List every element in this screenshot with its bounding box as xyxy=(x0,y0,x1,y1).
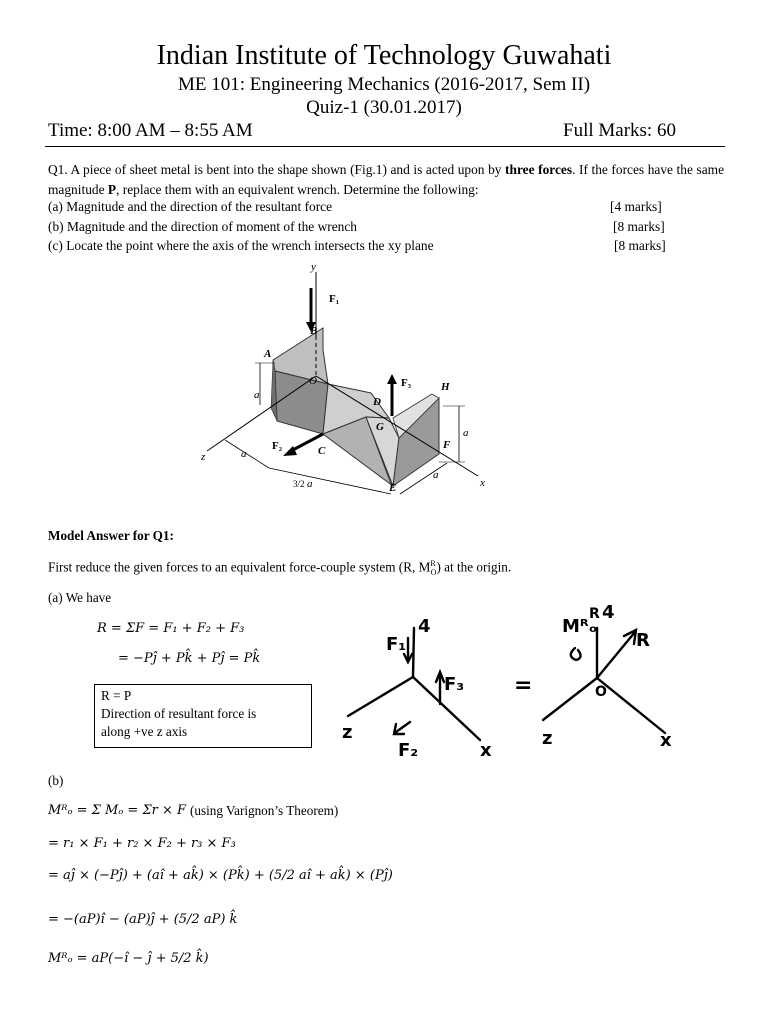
box-line-3: along +ve z axis xyxy=(101,724,188,739)
fig-label-a-left: a xyxy=(254,389,260,401)
dimension-a-bottom-left xyxy=(225,440,269,468)
fig-label-f3: F₃ xyxy=(401,377,412,389)
question-item-c-marks: [8 marks] xyxy=(614,238,666,253)
question-text: Q1. A piece of sheet metal is bent into the shape shown (Fig.1) and is acted upon by three forces. If the forces have the same magnitude P, replace them with an equivalent wrench. Determine the following: xyxy=(48,162,725,197)
fig-label-d: D xyxy=(373,396,381,408)
quiz-title: Quiz-1 (30.01.2017) xyxy=(306,97,462,118)
sketch-right-x-axis xyxy=(597,678,665,733)
sketch-label-f1: F₁ xyxy=(386,634,407,655)
equation-moment-substituted: = aĵ × (−Pĵ) + (aî + ak̂) × (Pk̂) + (5/2 aî + ak̂) × (Pĵ) xyxy=(48,868,393,883)
fig-label-three-halves: 3/2 xyxy=(293,479,305,489)
sheet-metal-figure xyxy=(195,258,495,508)
question-item-b: (b) Magnitude and the direction of moment of the wrench xyxy=(48,219,358,234)
fig-label-a: A xyxy=(264,348,272,360)
fig-label-a-mid: a xyxy=(307,478,313,490)
fig-label-o: O xyxy=(309,375,317,387)
sketch-right-label-x: x xyxy=(660,730,672,751)
question-item-a-marks: [4 marks] xyxy=(610,199,662,214)
force-sketch xyxy=(330,598,710,778)
sketch-label-f2: F₂ xyxy=(398,740,419,761)
sketch-resultant-arrow xyxy=(597,632,635,678)
full-marks: Full Marks: 60 xyxy=(563,120,676,141)
question-item-b-marks: [8 marks] xyxy=(613,219,665,234)
sketch-left-y-axis xyxy=(413,628,414,677)
sketch-right-label-z: z xyxy=(542,728,553,749)
fig-label-a-right: a xyxy=(463,427,469,439)
question-item-c: (c) Locate the point where the axis of the wrench intersects the xy plane xyxy=(48,238,434,253)
sketch-label-r-top: R xyxy=(589,606,600,622)
sketch-label-moment: Mᴿₒ xyxy=(562,616,598,637)
sketch-right-z-axis xyxy=(543,678,597,720)
fig-label-g: G xyxy=(376,421,384,433)
box-line-2: Direction of resultant force is xyxy=(101,706,257,721)
fig-label-f1: F₁ xyxy=(329,293,340,305)
exam-time: Time: 8:00 AM – 8:55 AM xyxy=(48,120,253,141)
sketch-equals: = xyxy=(514,673,533,698)
header-divider xyxy=(45,146,725,147)
sheet-metal-shape xyxy=(271,328,439,486)
fig-label-z: z xyxy=(201,451,206,463)
fig-label-a-bottom-right: a xyxy=(433,469,439,481)
fig-label-h: H xyxy=(441,381,450,393)
fig-label-f: F xyxy=(443,439,451,451)
sketch-left-z-axis xyxy=(348,677,413,716)
fig-label-c: C xyxy=(318,445,326,457)
fig-label-y: y xyxy=(311,261,316,273)
answer-part-a-label: (a) We have xyxy=(48,590,112,605)
fig-label-f2: F₂ xyxy=(272,440,283,452)
dimension-three-halves-a xyxy=(269,468,391,494)
fig-label-b: B xyxy=(310,325,318,337)
equation-moment-result: Mᴿₒ = aP(−î − ĵ + 5/2 k̂) xyxy=(48,951,209,966)
sketch-moment-arrow xyxy=(571,648,581,660)
sketch-right-label-y: 4 xyxy=(602,602,615,623)
sketch-f2-arrow xyxy=(396,722,410,732)
fig-label-x: x xyxy=(480,477,485,489)
fig-label-a-bottom-left: a xyxy=(241,448,247,460)
institute-title: Indian Institute of Technology Guwahati xyxy=(156,40,612,71)
equation-resultant: R = ΣF = F₁ + F₂ + F₃ xyxy=(97,621,245,636)
sketch-label-r-arrow: R xyxy=(636,630,650,651)
answer-heading: Model Answer for Q1: xyxy=(48,528,174,543)
equation-resultant-value: = −Pĵ + Pk̂ + Pĵ = Pk̂ xyxy=(118,651,261,666)
question-item-a: (a) Magnitude and the direction of the resultant force xyxy=(48,199,333,214)
fig-label-e: E xyxy=(389,482,397,494)
box-line-1: R = P xyxy=(101,688,132,703)
sketch-left-label-z: z xyxy=(342,722,353,743)
equation-moment-expanded: = −(aP)î − (aP)ĵ + (5/2 aP) k̂ xyxy=(48,912,238,927)
sketch-left-label-x: x xyxy=(480,740,492,761)
answer-reduce-text: First reduce the given forces to an equivalent force-couple system (R, $M^R_O$) at the origin. xyxy=(48,559,512,578)
equation-varignon-note: (using Varignon’s Theorem) xyxy=(190,803,339,818)
sketch-label-origin: O xyxy=(595,684,607,700)
sketch-left-label-y: 4 xyxy=(418,616,431,637)
answer-part-b-label: (b) xyxy=(48,773,64,788)
answer-box xyxy=(94,684,312,748)
equation-moment-sum: Mᴿₒ = Σ Mₒ = Σr × F xyxy=(48,803,187,818)
sketch-label-f3: F₃ xyxy=(444,674,465,695)
course-title: ME 101: Engineering Mechanics (2016-2017, Sem II) xyxy=(177,74,591,95)
equation-moment-terms: = r₁ × F₁ + r₂ × F₂ + r₃ × F₃ xyxy=(48,836,236,851)
